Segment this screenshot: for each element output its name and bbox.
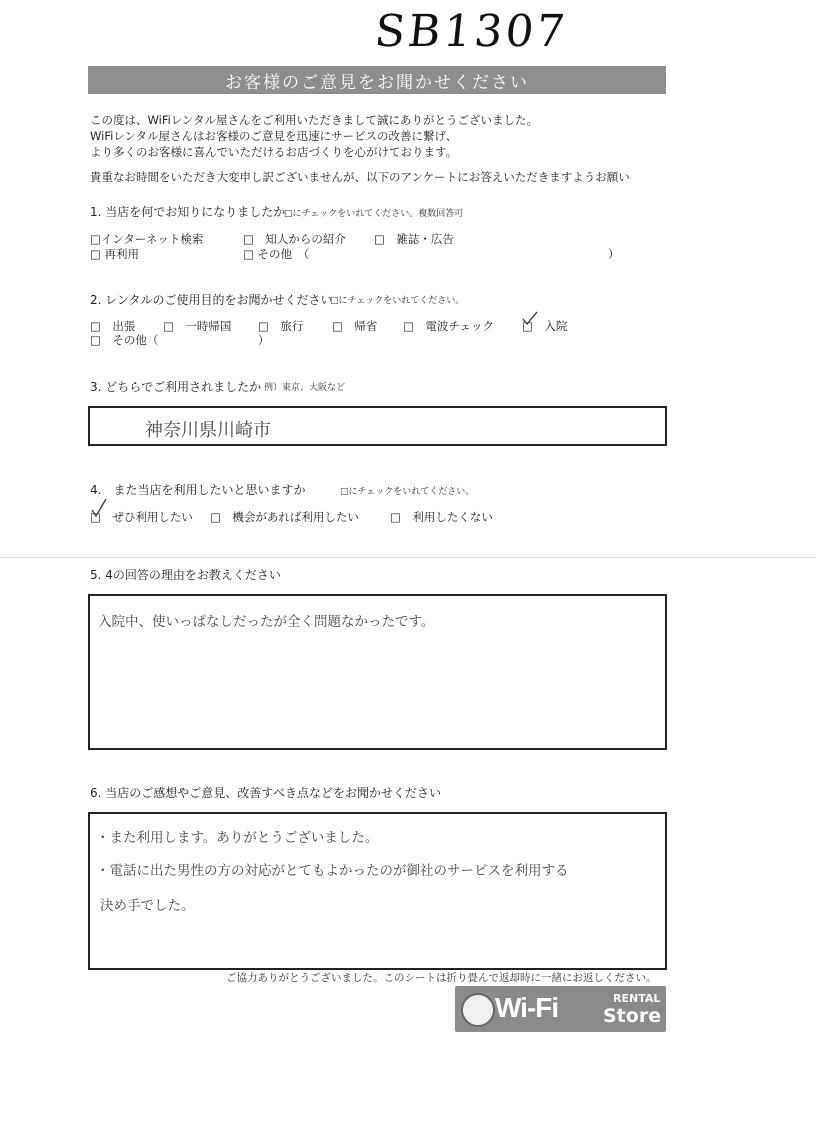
q4-option-if-chance[interactable]: □ 機会があれば利用したい [210, 510, 359, 524]
q1-title: 1. 当店を何でお知りになりましたか [90, 205, 286, 219]
q5-answer: 入院中、使いっぱなしだったが全く問題なかったです。 [98, 614, 435, 630]
q5-answer-box[interactable] [88, 594, 667, 750]
intro-line-1: この度は、WiFiレンタル屋さんをご利用いただきまして誠にありがとうございました。 [90, 113, 539, 127]
q3-answer: 神奈川県川崎市 [145, 420, 271, 441]
q4-definitely-check-mark-icon [89, 497, 109, 519]
q1-note: □にチェックをいれてください。複数回答可 [284, 209, 464, 219]
q3-example: 例）東京、大阪など [264, 383, 346, 393]
mascot-icon [461, 993, 495, 1027]
q6-title: 6. 当店のご感想やご意見、改善すべき点などをお聞かせください [90, 786, 442, 800]
logo-store-text: Store [603, 1005, 662, 1027]
q4-option-no[interactable]: □ 利用したくない [390, 510, 493, 524]
serial-number: SB1307 [372, 6, 571, 57]
q1-option-internet[interactable]: □インターネット検索 [90, 232, 204, 246]
q4-title: 4. また当店を利用したいと思いますか [90, 483, 306, 497]
intro-line-4: 貴重なお時間をいただき大変申し訳ございませんが、以下のアンケートにお答えいただきますようお願い [90, 170, 630, 184]
intro-line-2: WiFiレンタル屋さんはお客様のご意見を迅速にサービスの改善に繋げ、 [90, 129, 458, 143]
q6-answer-line-1: ・また利用します。ありがとうございました。 [96, 830, 379, 846]
q1-option-other[interactable]: □ その他 （ [243, 247, 310, 261]
q1-option-reuse[interactable]: □ 再利用 [90, 247, 140, 261]
q3-title: 3. どちらでご利用されましたか [90, 380, 262, 394]
q2-option-business[interactable]: □ 出張 [90, 319, 136, 333]
q2-option-return-home[interactable]: □ 一時帰国 [163, 319, 232, 333]
q3-answer-box[interactable] [88, 406, 667, 446]
q2-hospital-check-mark-icon [520, 310, 540, 330]
q1-option-friend[interactable]: □ 知人からの紹介 [243, 232, 346, 246]
q2-option-travel[interactable]: □ 旅行 [258, 319, 304, 333]
q2-option-signal-check[interactable]: □ 電波チェック [403, 319, 495, 333]
q2-option-homecoming[interactable]: □ 帰省 [332, 319, 378, 333]
q2-option-hospital[interactable]: □ 入院 [522, 319, 568, 333]
q4-option-definitely[interactable]: □ ぜひ利用したい [90, 510, 193, 524]
fold-line [0, 557, 816, 558]
q1-option-other-close: ） [608, 247, 620, 261]
intro-line-3: より多くのお客様に喜んでいただけるお店づくりを心がけております。 [90, 145, 458, 159]
q4-note: □にチェックをいれてください。 [340, 487, 475, 497]
form-title: お客様のご意見をお聞かせください [88, 66, 666, 94]
q1-option-magazine[interactable]: □ 雑誌・広告 [374, 232, 454, 246]
footer-note: ご協力ありがとうございました。このシートは折り畳んで返却時に一緒にお返しください。 [226, 972, 657, 984]
q2-option-other-close: ） [258, 333, 270, 347]
q6-answer-line-3: 決め手でした。 [100, 898, 195, 914]
q6-answer-box[interactable] [88, 812, 667, 970]
q2-title: 2. レンタルのご使用目的をお聞かせください [90, 293, 333, 307]
q5-title: 5. 4の回答の理由をお教えください [90, 568, 281, 582]
q6-answer-line-2: ・電話に出た男性の方の対応がとてもよかったのが御社のサービスを利用する [96, 863, 569, 879]
logo-wifi-text: Wi-Fi [495, 992, 559, 1023]
q2-note: □にチェックをいれてください。 [330, 296, 465, 306]
q2-option-other[interactable]: □ その他（ [90, 333, 159, 347]
logo-rental-text: RENTAL [613, 992, 661, 1005]
wifi-rental-store-logo [455, 986, 666, 1032]
